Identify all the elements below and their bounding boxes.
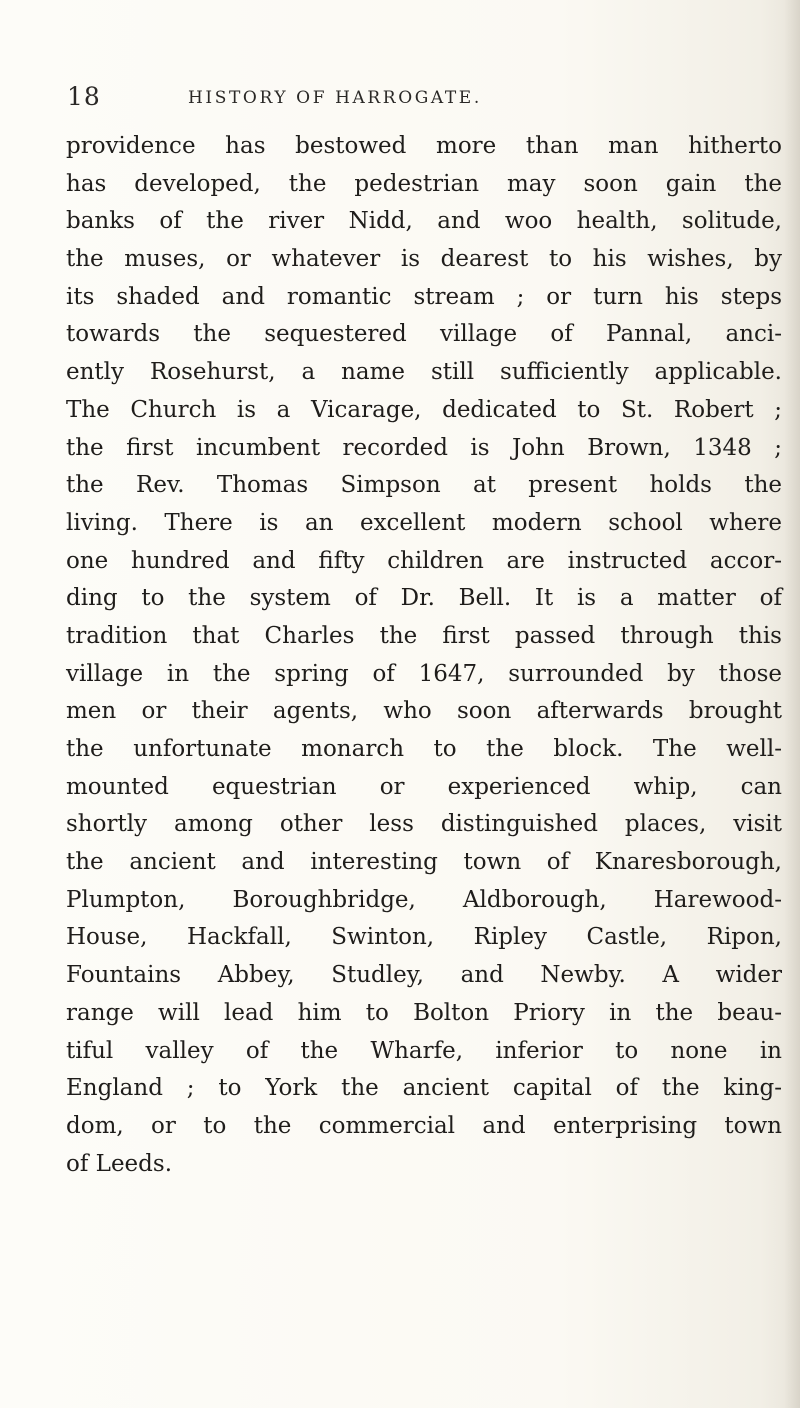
text-line: men or their agents, who soon afterwards brought [66,698,782,725]
text-line: House, Hackfall, Swinton, Ripley Castle, Ripon, [66,924,782,951]
text-line: tiful valley of the Wharfe, inferior to none in [66,1037,782,1064]
text-line: providence has bestowed more than man hitherto [66,133,782,159]
running-head: HISTORY OF HARROGATE. [188,88,482,108]
text-line: dom, or to the commercial and enterprising town [66,1112,782,1139]
text-line: the first incumbent recorded is John Brown, 1348 ; [66,434,782,461]
text-line: towards the sequestered village of Pannal, anci- [66,321,782,348]
text-line: the unfortunate monarch to the block. The well- [66,736,782,762]
text-line: England ; to York the ancient capital of the king- [66,1075,782,1102]
text-line: the ancient and interesting town of Knaresborough, [66,849,782,876]
text-line: Plumpton, Boroughbridge, Aldborough, Harewood- [66,886,782,913]
page-number: 18 [67,82,101,111]
page-header [67,82,767,122]
text-line: ding to the system of Dr. Bell. It is a matter of [66,585,782,612]
text-line: Fountains Abbey, Studley, and Newby. A wider [66,962,782,989]
text-line: range will lead him to Bolton Priory in the beau- [66,999,782,1026]
text-line: has developed, the pedestrian may soon gain the [66,170,782,197]
page-edge-shadow [784,0,800,1408]
text-line: mounted equestrian or experienced whip, can [66,773,782,800]
text-line: one hundred and fifty children are instructed accor- [66,547,782,574]
text-line: of Leeds. [66,1150,173,1177]
text-line: shortly among other less distinguished places, visit [66,811,782,838]
text-line: ently Rosehurst, a name still sufficiently applicable. [66,359,782,386]
text-line: banks of the river Nidd, and woo health, solitude, [66,208,782,235]
text-line: its shaded and romantic stream ; or turn his steps [66,283,782,310]
body-text [66,128,782,1183]
text-line: tradition that Charles the first passed through this [66,622,782,649]
text-line: the Rev. Thomas Simpson at present holds the [66,472,782,499]
text-line: living. There is an excellent modern school where [66,509,782,536]
text-line: village in the spring of 1647, surrounded by those [66,660,782,687]
text-line: The Church is a Vicarage, dedicated to St. Robert ; [66,396,782,423]
text-line: the muses, or whatever is dearest to his wishes, by [66,246,782,273]
